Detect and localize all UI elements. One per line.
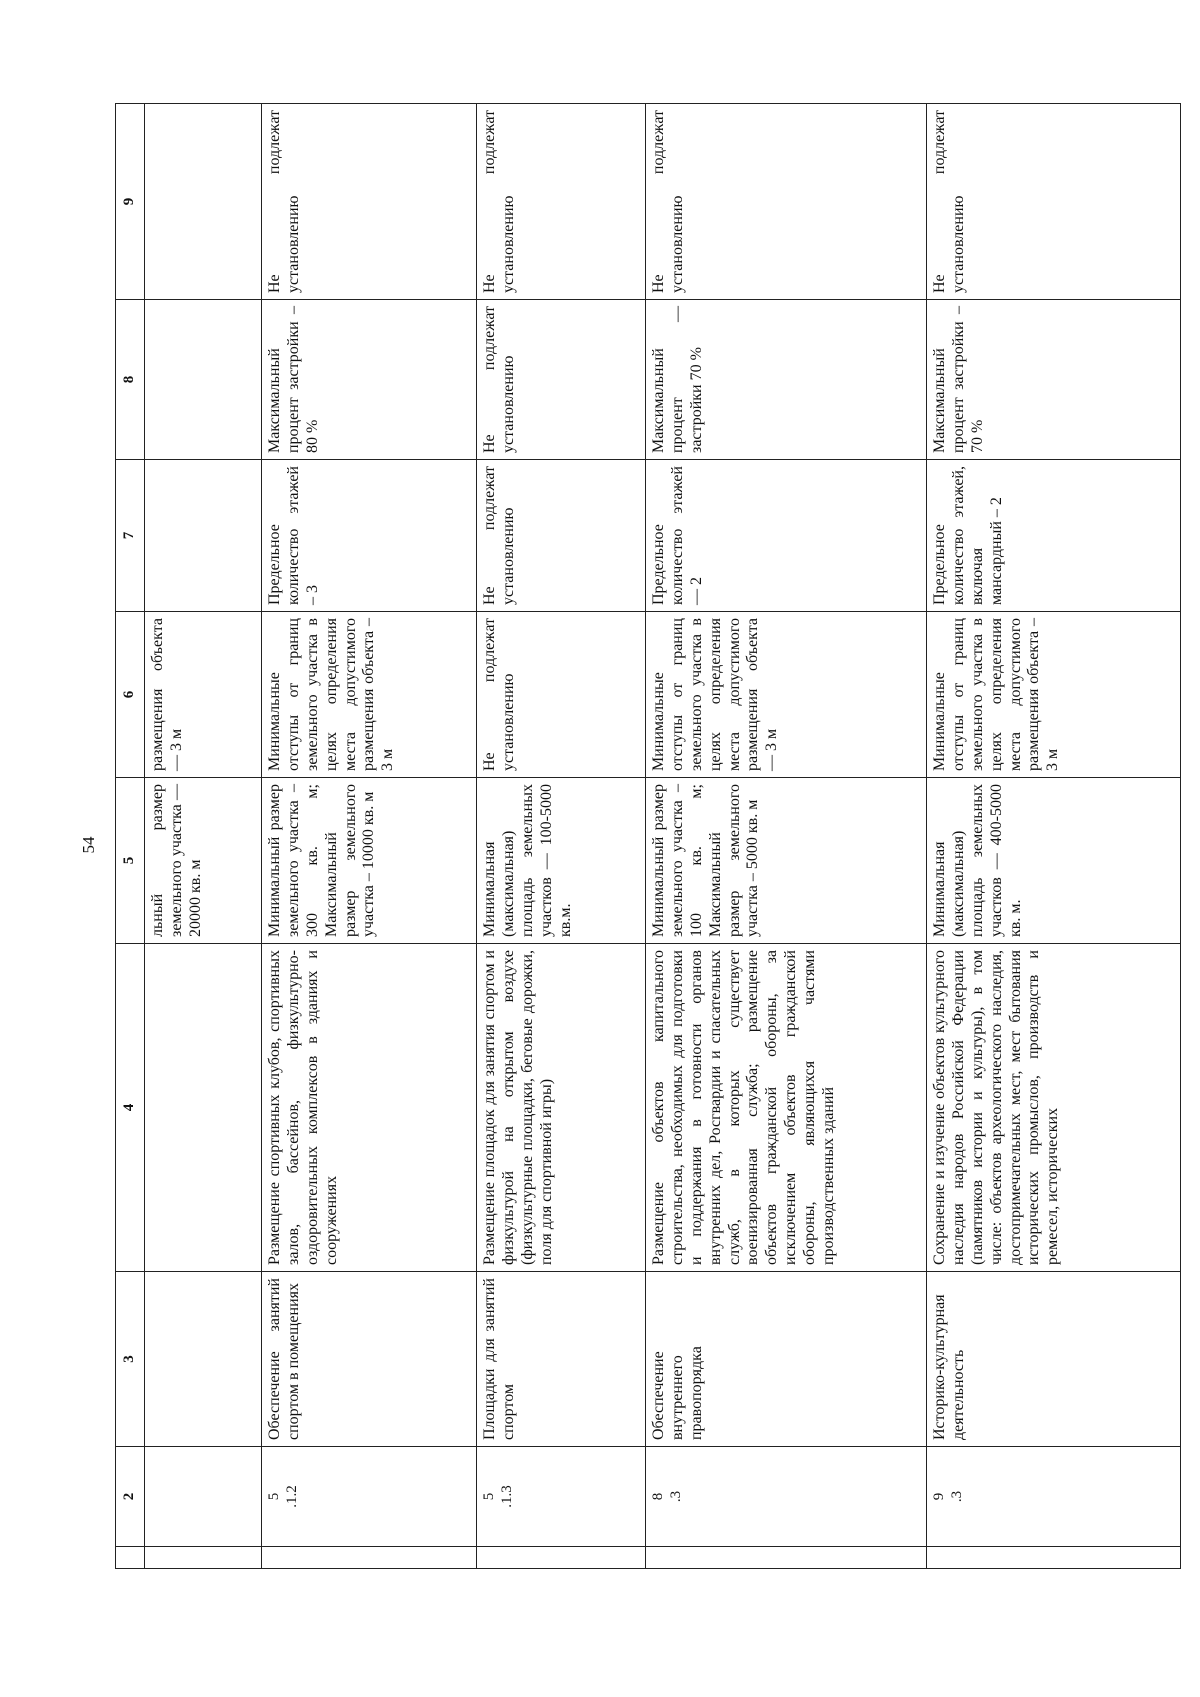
size-cell: Минимальная (максимальная) площадь земельных участков — 100-5000 кв.м. [477, 778, 646, 944]
header-row [116, 104, 145, 1569]
other-cell: Не подлежат установлению [262, 104, 477, 300]
setbacks-cell: Минимальные отступы от границ земельного участка в целях определения места допустимого размещения объекта – 3 м [262, 612, 477, 778]
blank-cell [262, 1547, 477, 1569]
coverage-cell: Максимальный процент — застройки 70 % [646, 300, 927, 460]
header-cell: 5 [116, 778, 145, 944]
coverage-cell: Не подлежат установлению [477, 300, 646, 460]
size-cell: Минимальная (максимальная) площадь земельных участков — 400-5000 кв. м. [927, 778, 1181, 944]
code-cell: 5 .1.2 [262, 1447, 477, 1547]
coverage-cell: Максимальный процент застройки – 70 % [927, 300, 1181, 460]
table-row [145, 104, 262, 1569]
floors-cell: Предельное количество этажей — 2 [646, 460, 927, 612]
header-cell: 8 [116, 300, 145, 460]
other-cell [145, 104, 262, 300]
code-cell: 9 .3 [927, 1447, 1181, 1547]
coverage-cell [145, 300, 262, 460]
name-cell: Обеспечение занятий спортом в помещениях [262, 1272, 477, 1447]
coverage-cell: Максимальный процент застройки –80 % [262, 300, 477, 460]
other-cell: Не подлежат установлению [477, 104, 646, 300]
header-cell: 7 [116, 460, 145, 612]
header-cell: 4 [116, 944, 145, 1272]
name-cell: Историко-культурная деятельность [927, 1272, 1181, 1447]
description-cell: Размещение объектов капитального строительства, необходимых для подготовки и поддержания в готовности органов внутренних дел, Росгвардии и спасательных служб, в которых существует военизированная служба; размещение объектов гражданской обороны, за исключением объектов гражданской обороны, являющихся частями производственных зданий [646, 944, 927, 1272]
setbacks-cell: размещения объекта — 3 м [145, 612, 262, 778]
blank-cell [646, 1547, 927, 1569]
header-cell: 3 [116, 1272, 145, 1447]
size-cell: льный размер земельного участка — 20000 кв. м [145, 778, 262, 944]
description-cell: Сохранение и изучение объектов культурного наследия народов Российской Федерации (памятников истории и культуры), в том числе: объектов археологического наследия, достопримечательных мест, мест бытования исторических промыслов, производств и ремесел, исторических [927, 944, 1181, 1272]
size-cell: Минимальный размер земельного участка – 300 кв. м; Максимальный размер земельного участка – 10000 кв. м [262, 778, 477, 944]
code-cell [145, 1447, 262, 1547]
header-cell: 6 [116, 612, 145, 778]
other-cell: Не подлежат установлению [927, 104, 1181, 300]
table-row [646, 104, 927, 1569]
description-cell: Размещение площадок для занятия спортом и физкультурой на открытом воздухе (физкультурные площадки, беговые дорожки, поля для спортивной игры) [477, 944, 646, 1272]
setbacks-cell: Минимальные отступы от границ земельного участка в целях определения места допустимого размещения объекта – 3 м [927, 612, 1181, 778]
blank-cell [477, 1547, 646, 1569]
name-cell: Площадки для занятий спортом [477, 1272, 646, 1447]
name-cell: Обеспечение внутреннего правопорядка [646, 1272, 927, 1447]
page-number: 54 [79, 836, 98, 854]
blank-cell [927, 1547, 1181, 1569]
table-row [927, 104, 1181, 1569]
floors-cell: Не подлежат установлению [477, 460, 646, 612]
blank-cell [145, 1547, 262, 1569]
size-cell: Минимальный размер земельного участка – 100 кв. м; Максимальный размер земельного участка – 5000 кв. м [646, 778, 927, 944]
table-row [262, 104, 477, 1569]
floors-cell: Предельное количество этажей, включая мансардный – 2 [927, 460, 1181, 612]
header-cell: 2 [116, 1447, 145, 1547]
other-cell: Не подлежат установлению [646, 104, 927, 300]
description-cell [145, 944, 262, 1272]
floors-cell: Предельное количество этажей – 3 [262, 460, 477, 612]
code-cell: 5 .1.3 [477, 1447, 646, 1547]
name-cell [145, 1272, 262, 1447]
description-cell: Размещение спортивных клубов, спортивных залов, бассейнов, физкультурно-оздоровительных комплексов в зданиях и сооружениях [262, 944, 477, 1272]
header-cell: 9 [116, 104, 145, 300]
regulations-table [115, 103, 1181, 1569]
table-row [477, 104, 646, 1569]
code-cell: 8 .3 [646, 1447, 927, 1547]
header-cell [116, 1547, 145, 1569]
floors-cell [145, 460, 262, 612]
setbacks-cell: Минимальные отступы от границ земельного участка в целях определения места допустимого размещения объекта — 3 м [646, 612, 927, 778]
setbacks-cell: Не подлежат установлению [477, 612, 646, 778]
rotated-table-container [115, 104, 1130, 1569]
